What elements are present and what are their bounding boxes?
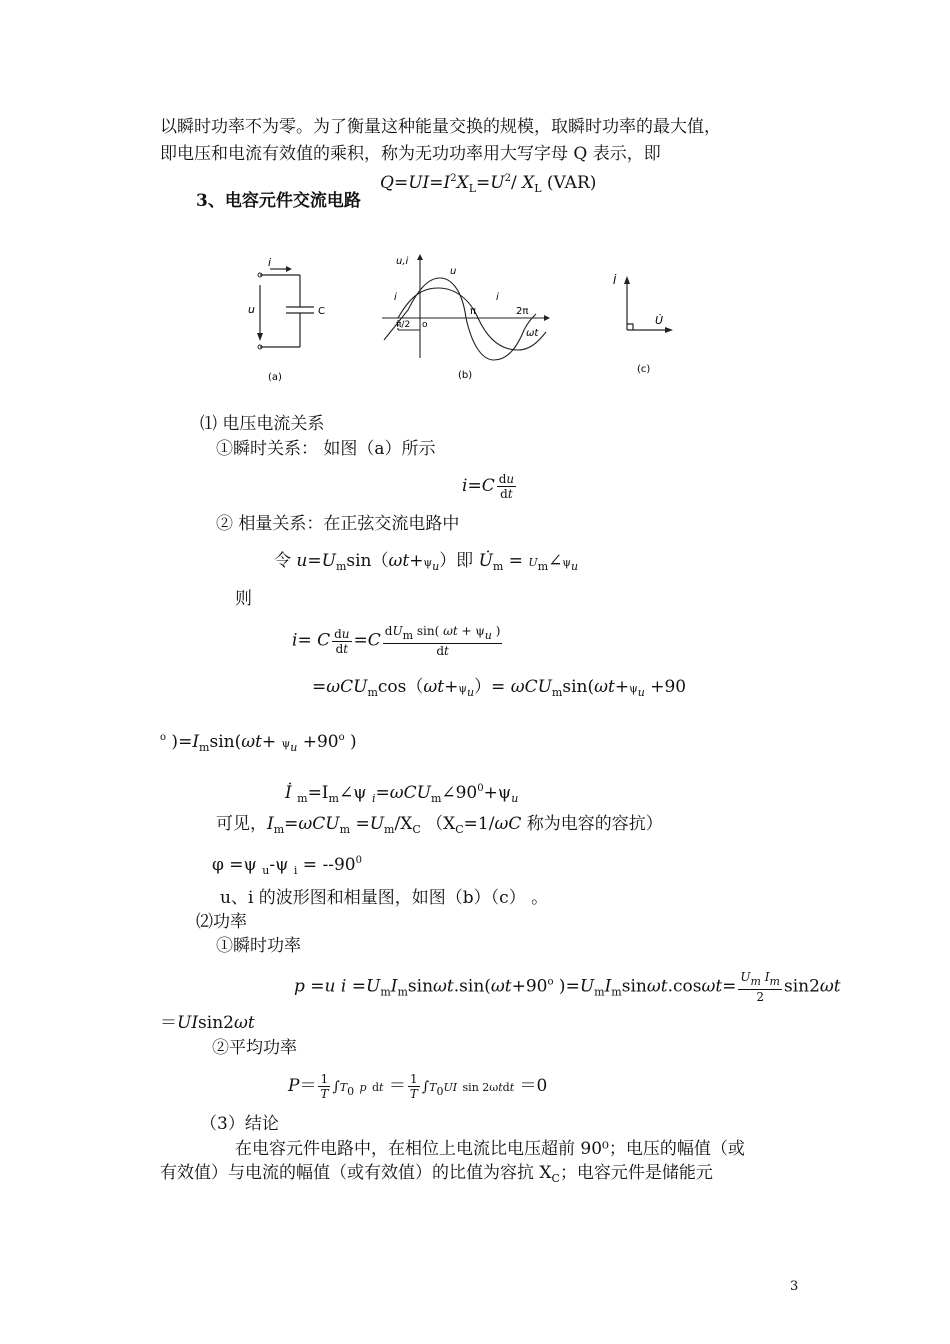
fig-b-pi2-label: π/2 bbox=[396, 320, 411, 330]
fig-c-voltage-label: U̇ bbox=[655, 314, 664, 327]
phasor-diagram-c bbox=[605, 262, 685, 380]
fig-a-u-label: u bbox=[248, 303, 255, 316]
conclusion-line-1: 在电容元件电路中，在相位上电流比电压超前 90⁰；电压的幅值（或 bbox=[235, 1139, 745, 1159]
equation-let-u: 令 $u=U_m\sin(\omega t+\psi_u)$即 $U̇_m$ = $U_m\angle\psi_u$ bbox=[274, 551, 579, 573]
phasor-relation: ② 相量关系：在正弦交流电路中 bbox=[216, 514, 460, 534]
page-number: 3 bbox=[790, 1279, 799, 1294]
subsection-3: （3）结论 bbox=[200, 1114, 279, 1134]
instant-relation: ①瞬时关系： 如图（a）所示 bbox=[216, 439, 436, 459]
equation-average-power: P＝ $\frac{1}{T}$ $\int T_0$ p dt ＝ $\frac{1}{T}$ $\int T_0UI$ sin 2ωtdt ＝0 bbox=[288, 1072, 548, 1101]
paragraph-line-2 bbox=[160, 143, 661, 165]
equation-im-sin: $^o$ )$=I_m\sin(\omega t+ \psi_u +90^o$ ) bbox=[160, 732, 357, 754]
fig-b-origin-label: o bbox=[422, 320, 428, 330]
phase-difference: φ =ψ $_u$-ψ $_i = --90^0$ bbox=[212, 855, 362, 877]
fig-c-caption: (c) bbox=[637, 364, 651, 375]
equation-cos-form: $=\omega CU_m\cos(\omega t+\psi_u)= \omega CU_m\sin(\omega t+\psi_u +90$ bbox=[312, 677, 687, 699]
fig-a-c-label: C bbox=[318, 306, 325, 317]
paragraph-line-1: 以瞬时功率不为零。为了衡量这种能量交换的规模，取瞬时功率的最大值， bbox=[160, 117, 721, 137]
instant-power-heading: ①瞬时功率 bbox=[216, 936, 301, 956]
section-heading: 3、电容元件交流电路 bbox=[196, 191, 361, 211]
equation-i-derivative: i= C $\frac{du}{dt}$ =C $\frac{dU_m \sin( \omega t + \psi_u )}{dt}$ bbox=[292, 624, 501, 658]
circuit-diagram-a bbox=[240, 255, 340, 385]
fig-b-u-label: u bbox=[450, 266, 457, 277]
equation-phasor-im: İ $_m=I_m\angle\psi$ $_i=\omega CU_m\angle 90^0+\psi_u$ bbox=[285, 783, 519, 805]
fig-b-i-right-label: i bbox=[496, 292, 499, 303]
then-word: 则 bbox=[235, 589, 252, 609]
paragraph-line-2-text: 即电压和电流有效值的乘积，称为无功功率用大写字母 Q 表示，即 bbox=[160, 144, 661, 164]
fig-a-i-label: i bbox=[268, 256, 272, 269]
fig-b-axis-label: u,i bbox=[396, 256, 409, 267]
fig-b-wt-label: ωt bbox=[526, 328, 539, 339]
equation-i-cdu-dt: i=C $\frac{du}{dt}$ bbox=[462, 472, 515, 501]
fig-b-2pi-label: 2π bbox=[516, 306, 529, 317]
fig-a-caption: (a) bbox=[268, 372, 282, 383]
equation-instant-power: p =u $i =U_mI_m\sin\omega t.\sin(\omega t+90^o$ )$=U_mI_m\sin\omega t.\cos\omega t=$ $\frac{U_m I_m}{2}$ sin2ωt bbox=[294, 970, 841, 1004]
equation-ui-sin: ＝UIsin2ωt bbox=[160, 1013, 255, 1033]
conclusion-line-2: 有效值）与电流的幅值（或有效值）的比值为容抗 $X_C$；电容元件是储能元 bbox=[160, 1163, 713, 1185]
waveform-diagram-b bbox=[378, 250, 558, 385]
capacitive-reactance-line: 可见，$I_m=\omega CU_m =U_m/X_C$ （$X_C=1/\omega C$ 称为电容的容抗） bbox=[216, 814, 663, 836]
subsection-1: ⑴ 电压电流关系 bbox=[200, 414, 325, 434]
average-power-heading: ②平均功率 bbox=[212, 1038, 297, 1058]
subsection-2: ⑵功率 bbox=[196, 912, 247, 932]
equation-reactive-power: $Q=UI=I^2X_L=U^2/$ $X_L$ (VAR) bbox=[380, 173, 597, 195]
fig-b-i-left-label: i bbox=[394, 292, 397, 303]
fig-c-current-label: İ bbox=[613, 274, 617, 287]
waveform-reference: u、i 的波形图和相量图，如图（b）（c） 。 bbox=[220, 888, 549, 908]
fig-b-caption: (b) bbox=[458, 370, 473, 381]
fig-b-pi-label: π bbox=[470, 306, 477, 317]
